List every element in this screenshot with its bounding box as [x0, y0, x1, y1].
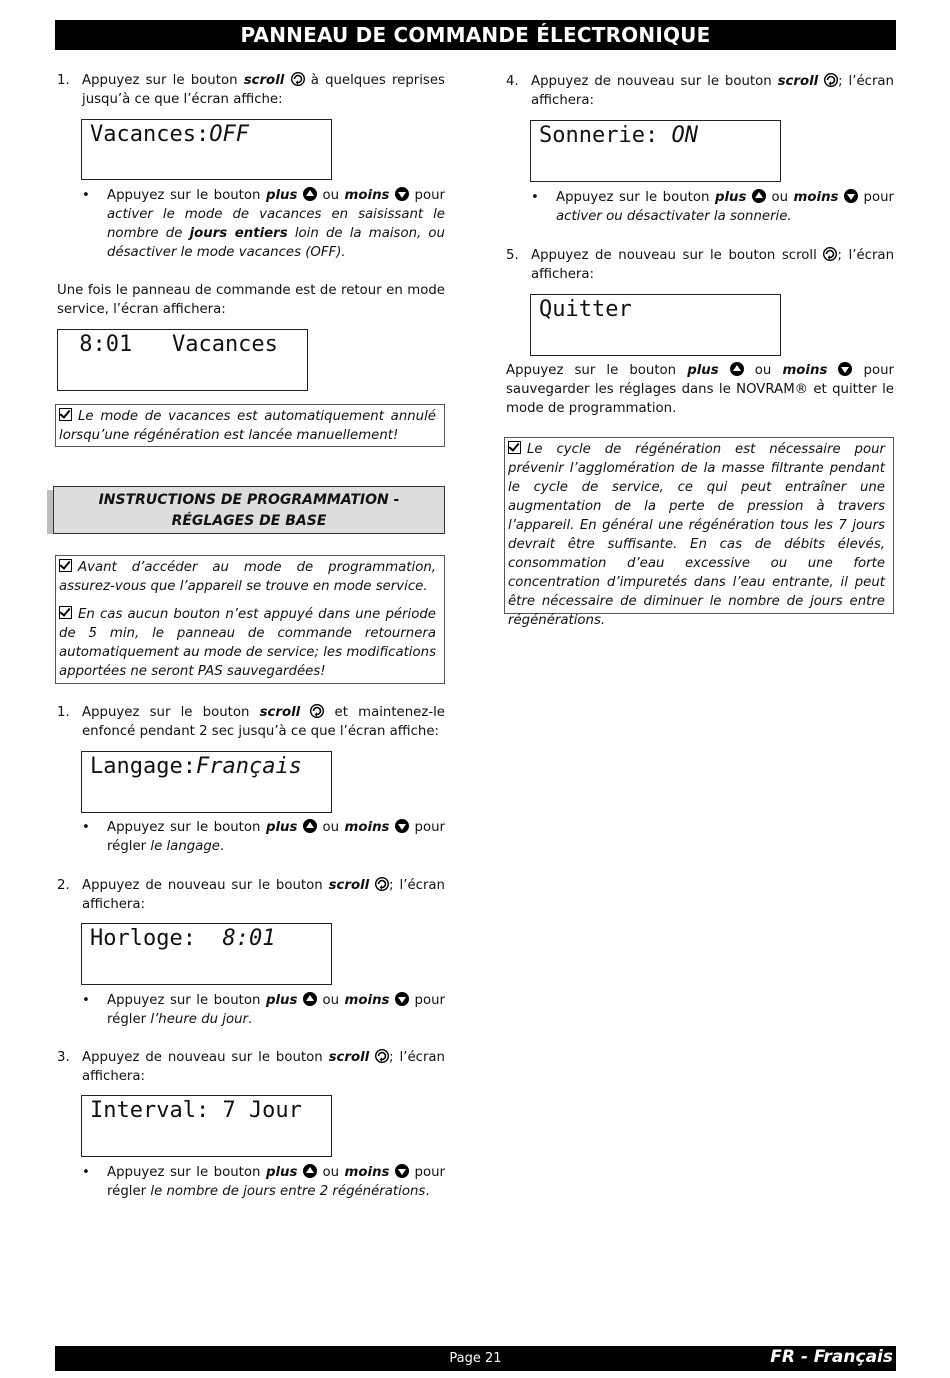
plus-up-icon	[752, 189, 766, 203]
prog-step-2: 2. Appuyez de nouveau sur le bouton scroll ; l’écran affichera:	[57, 878, 445, 912]
bullet-interval: • Appuyez sur le bouton plus ou moins pour régler le nombre de jours entre 2 régénérations.	[82, 1165, 445, 1199]
lcd-quitter: Quitter	[530, 294, 781, 356]
scroll-icon	[310, 704, 324, 718]
bullet-horloge: • Appuyez sur le bouton plus ou moins pour régler l’heure du jour.	[82, 993, 445, 1027]
checkbox-icon	[59, 606, 72, 619]
checkbox-icon	[59, 408, 72, 421]
page-title: PANNEAU DE COMMANDE ÉLECTRONIQUE	[55, 20, 896, 50]
lcd-vacances: Vacances:OFF	[81, 119, 332, 180]
scroll-icon	[291, 72, 305, 86]
bullet-sonnerie: • Appuyez sur le bouton plus ou moins pour activer ou désactivater la sonnerie.	[531, 190, 894, 224]
moins-down-icon	[395, 819, 409, 833]
note-programmation: Avant d’accéder au mode de programmation, assurez-vous que l’appareil se trouve en mode service. En cas aucun bouton n’est appuyé dans une période de 5 min, le panneau de commande retournera automatiquement au mode de service; les modifications apportées ne seront PAS sauvegardées!	[55, 555, 445, 684]
note-vacances: Le mode de vacances est automatiquement annulé lorsqu’une régénération est lancée manuellement!	[55, 404, 445, 447]
language-label: FR - Français	[770, 1347, 893, 1367]
lcd-clock-vacances: 8:01 Vacances	[57, 329, 308, 391]
step-4: 4. Appuyez de nouveau sur le bouton scroll ; l’écran affichera:	[506, 74, 894, 108]
save-paragraph: Appuyez sur le bouton plus ou moins pour sauvegarder les réglages dans le NOVRAM® et quitter le mode de programmation.	[506, 363, 894, 416]
moins-down-icon	[395, 187, 409, 201]
moins-down-icon	[838, 362, 852, 376]
plus-up-icon	[303, 992, 317, 1006]
plus-up-icon	[303, 819, 317, 833]
checkbox-icon	[59, 559, 72, 572]
prog-step-3: 3. Appuyez de nouveau sur le bouton scroll ; l’écran affichera:	[57, 1050, 445, 1084]
page-number: Page 21	[449, 1351, 502, 1366]
step-5: 5. Appuyez de nouveau sur le bouton scroll ; l’écran affichera:	[506, 248, 894, 282]
bullet-langage: • Appuyez sur le bouton plus ou moins pour régler le langage.	[82, 820, 445, 854]
prog-step-1: 1. Appuyez sur le bouton scroll et maintenez-le enfoncé pendant 2 sec jusqu’à ce que l’écran affiche:	[57, 705, 445, 739]
scroll-icon	[375, 877, 389, 891]
scroll-icon	[824, 73, 838, 87]
plus-up-icon	[303, 1164, 317, 1178]
plus-up-icon	[730, 362, 744, 376]
step-1: 1. Appuyez sur le bouton scroll à quelques reprises jusqu’à ce que l’écran affiche:	[57, 73, 445, 107]
moins-down-icon	[844, 189, 858, 203]
lcd-langage: Langage:Français	[81, 751, 332, 813]
section-header: INSTRUCTIONS DE PROGRAMMATION - RÉGLAGES DE BASE	[53, 486, 445, 534]
checkbox-icon	[508, 441, 521, 454]
plus-up-icon	[303, 187, 317, 201]
moins-down-icon	[395, 1164, 409, 1178]
scroll-icon	[823, 247, 837, 261]
moins-down-icon	[395, 992, 409, 1006]
scroll-icon	[375, 1049, 389, 1063]
lcd-interval: Interval: 7 Jour	[81, 1095, 332, 1157]
lcd-horloge: Horloge: 8:01	[81, 923, 332, 985]
footer-bar	[55, 1346, 896, 1371]
service-paragraph: Une fois le panneau de commande est de retour en mode service, l’écran affichera:	[57, 283, 445, 317]
bullet-vacances: • Appuyez sur le bouton plus ou moins pour activer le mode de vacances en saisissant le nombre de jours entiers loin de la maison, ou désactiver le mode vacances (OFF).	[82, 188, 445, 260]
note-regeneration: Le cycle de régénération est nécessaire pour prévenir l’agglomération de la masse filtrante pendant le cycle de service, ce qui peut entraîner une augmentation de la perte de pression à travers l’appareil. En général une régénération tous les 7 jours devrait être suffisante. En cas de débits élevés, consommation d’eau excessive ou une forte concentration d’impuretés dans l’eau entrante, il peut être nécessaire de diminuer le nombre de jours entre régénérations.	[504, 437, 894, 614]
lcd-sonnerie: Sonnerie: ON	[530, 120, 781, 182]
